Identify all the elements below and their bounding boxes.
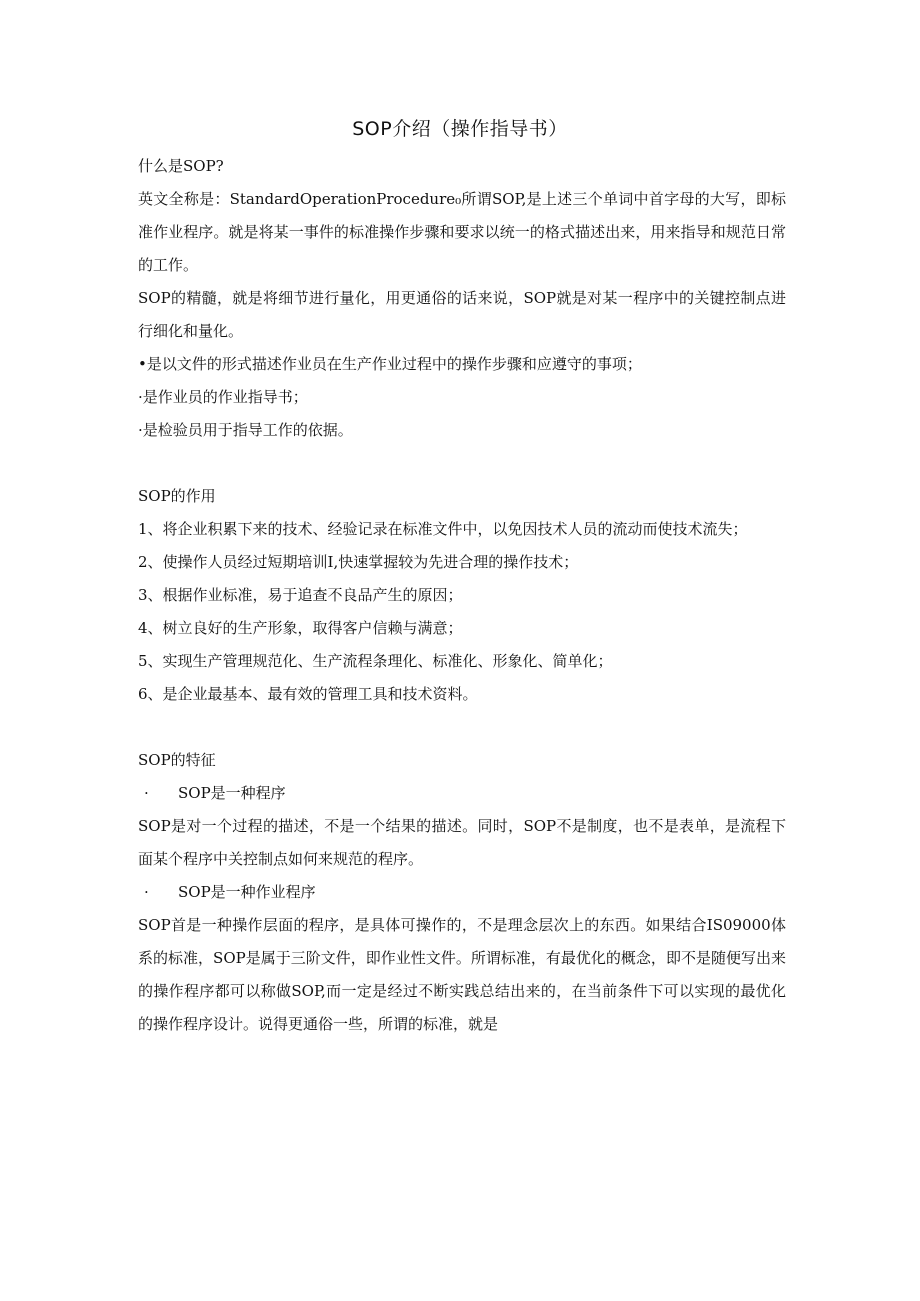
feature-bullet-program: [138, 777, 786, 810]
bullet-dot: ·: [144, 883, 149, 901]
paragraph-feature-operation: SOP首是一种操作层面的程序，是具体可操作的，不是理念层次上的东西。如果结合IS09000体系的标准，SOP是属于三阶文件，即作业性文件。所谓标准，有最优化的概念，即不是随便写出来的操作程序都可以称做SOP,而一定是经过不断实践总结出来的，在当前条件下可以实现的最优化的操作程序设计。说得更通俗一些，所谓的标准，就是: [138, 916, 786, 1033]
spacer: [138, 711, 786, 744]
list-item: 4、树立良好的生产形象，取得客户信赖与满意；: [138, 619, 463, 637]
feature-bullet-operation: [138, 876, 786, 909]
list-item: 2、使操作人员经过短期培训I,快速掌握较为先进合理的操作技术；: [138, 553, 579, 571]
bullet-dot: ·: [144, 784, 149, 802]
paragraph-definition: 英文全称是：StandardOperationProcedure₀所谓SOP,是上述三个单词中首字母的大写，即标准作业程序。就是将某一事件的标准操作步骤和要求以统一的格式描述出来，用来指导和规范日常的工作。: [138, 190, 786, 274]
paragraph-essence: SOP的精髓，就是将细节进行量化，用更通俗的话来说，SOP就是对某一程序中的关键控制点进行细化和量化。: [138, 289, 786, 340]
spacer: [138, 447, 786, 480]
bullet-inspector-basis: ·是检验员用于指导工作的依据。: [138, 421, 353, 439]
document-body: [138, 150, 786, 1041]
paragraph-feature-program: SOP是对一个过程的描述，不是一个结果的描述。同时，SOP不是制度，也不是表单，是流程下面某个程序中关控制点如何来规范的程序。: [138, 817, 786, 868]
section-heading-function: SOP的作用: [138, 487, 216, 505]
bullet-operator-guide: ·是作业员的作业指导书；: [138, 388, 308, 406]
feature-label: SOP是一种作业程序: [178, 883, 316, 901]
list-item: 6、是企业最基本、最有效的管理工具和技术资料。: [138, 685, 478, 703]
bullet-describe-steps: •是以文件的形式描述作业员在生产作业过程中的操作步骤和应遵守的事项；: [138, 355, 642, 373]
section-heading-what-is-sop: 什么是SOP?: [138, 157, 224, 175]
section-heading-features: SOP的特征: [138, 751, 216, 769]
feature-label: SOP是一种程序: [178, 784, 286, 802]
list-item: 1、将企业积累下来的技术、经验记录在标准文件中，以免因技术人员的流动而使技术流失；: [138, 520, 748, 538]
list-item: 3、根据作业标准，易于追查不良品产生的原因；: [138, 586, 463, 604]
list-item: 5、实现生产管理规范化、生产流程条理化、标准化、形象化、简单化；: [138, 652, 613, 670]
document-title: SOP介绍（操作指导书）: [352, 118, 568, 140]
